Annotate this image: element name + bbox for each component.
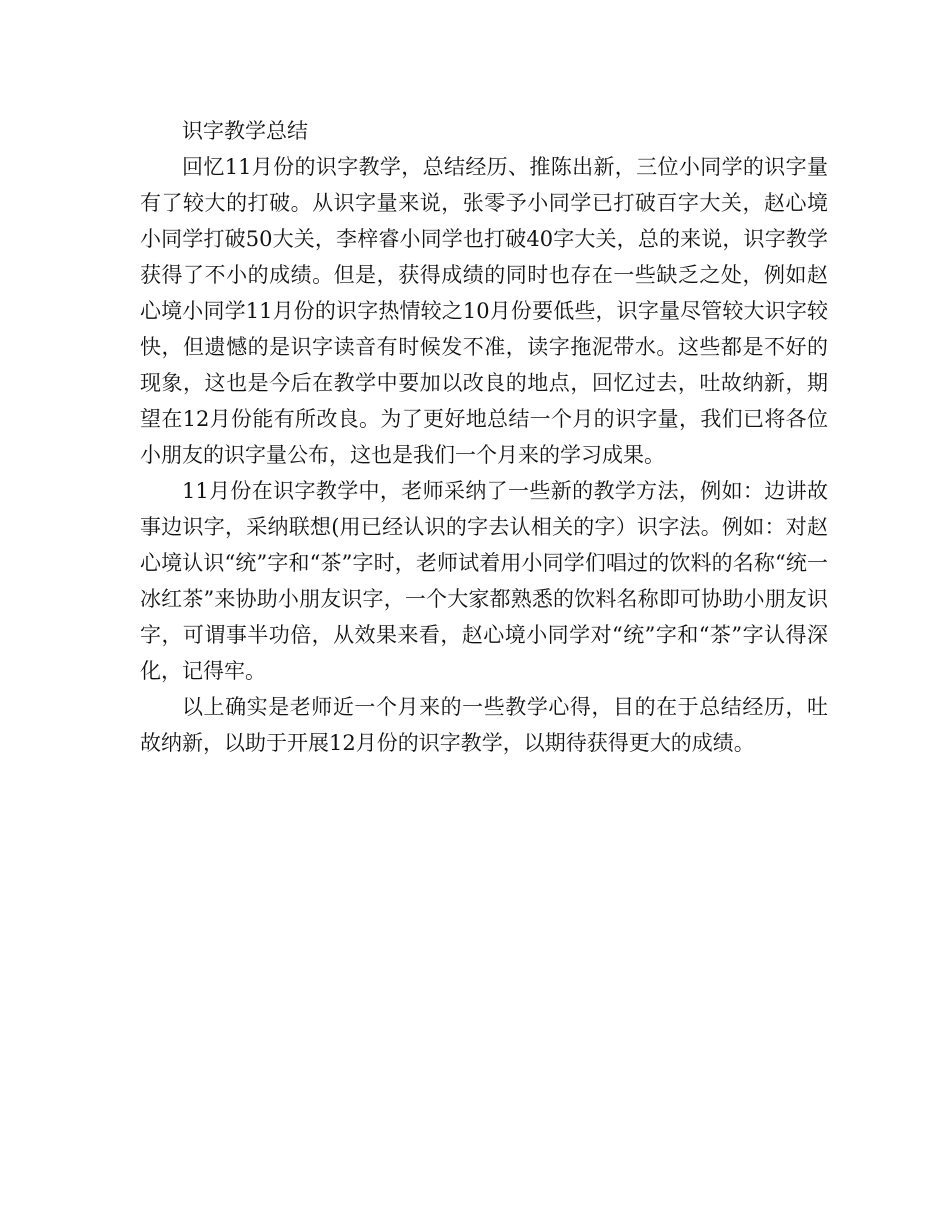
paragraph-1: 回忆11月份的识字教学，总结经历、推陈出新，三位小同学的识字量有了较大的打破。从识字量来说，张零予小同学已打破百字大关，赵心境小同学打破50大关，李梓睿小同学也打破40字大关，总的来说，识字教学获得了不小的成绩。但是，获得成绩的同时也存在一些缺乏之处，例如赵心境小同学11月份的识字热情较之10月份要低些，识字量尽管较大识字较快，但遗憾的是识字读音有时候发不准，读字拖泥带水。这些都是不好的现象，这也是今后在教学中要加以改良的地点，回忆过去，吐故纳新，期望在12月份能有所改良。为了更好地总结一个月的识字量，我们已将各位小朋友的识字量公布，这也是我们一个月来的学习成果。: [140, 155, 828, 467]
paragraph-3: 以上确实是老师近一个月来的一些教学心得，目的在于总结经历，吐故纳新，以助于开展12月份的识字教学，以期待获得更大的成绩。: [140, 695, 828, 755]
document-body: [140, 113, 828, 761]
paragraph-2: 11月份在识字教学中，老师采纳了一些新的教学方法，例如：边讲故事边识字，采纳联想(用已经认识的字去认相关的字）识字法。例如：对赵心境认识“统”字和“茶”字时，老师试着用小同学们唱过的饮料的名称“统一冰红茶”来协助小朋友识字，一个大家都熟悉的饮料名称即可协助小朋友识字，可谓事半功倍，从效果来看，赵心境小同学对“统”字和“茶”字认得深化，记得牢。: [140, 479, 828, 683]
document-title: 识字教学总结: [182, 119, 308, 143]
